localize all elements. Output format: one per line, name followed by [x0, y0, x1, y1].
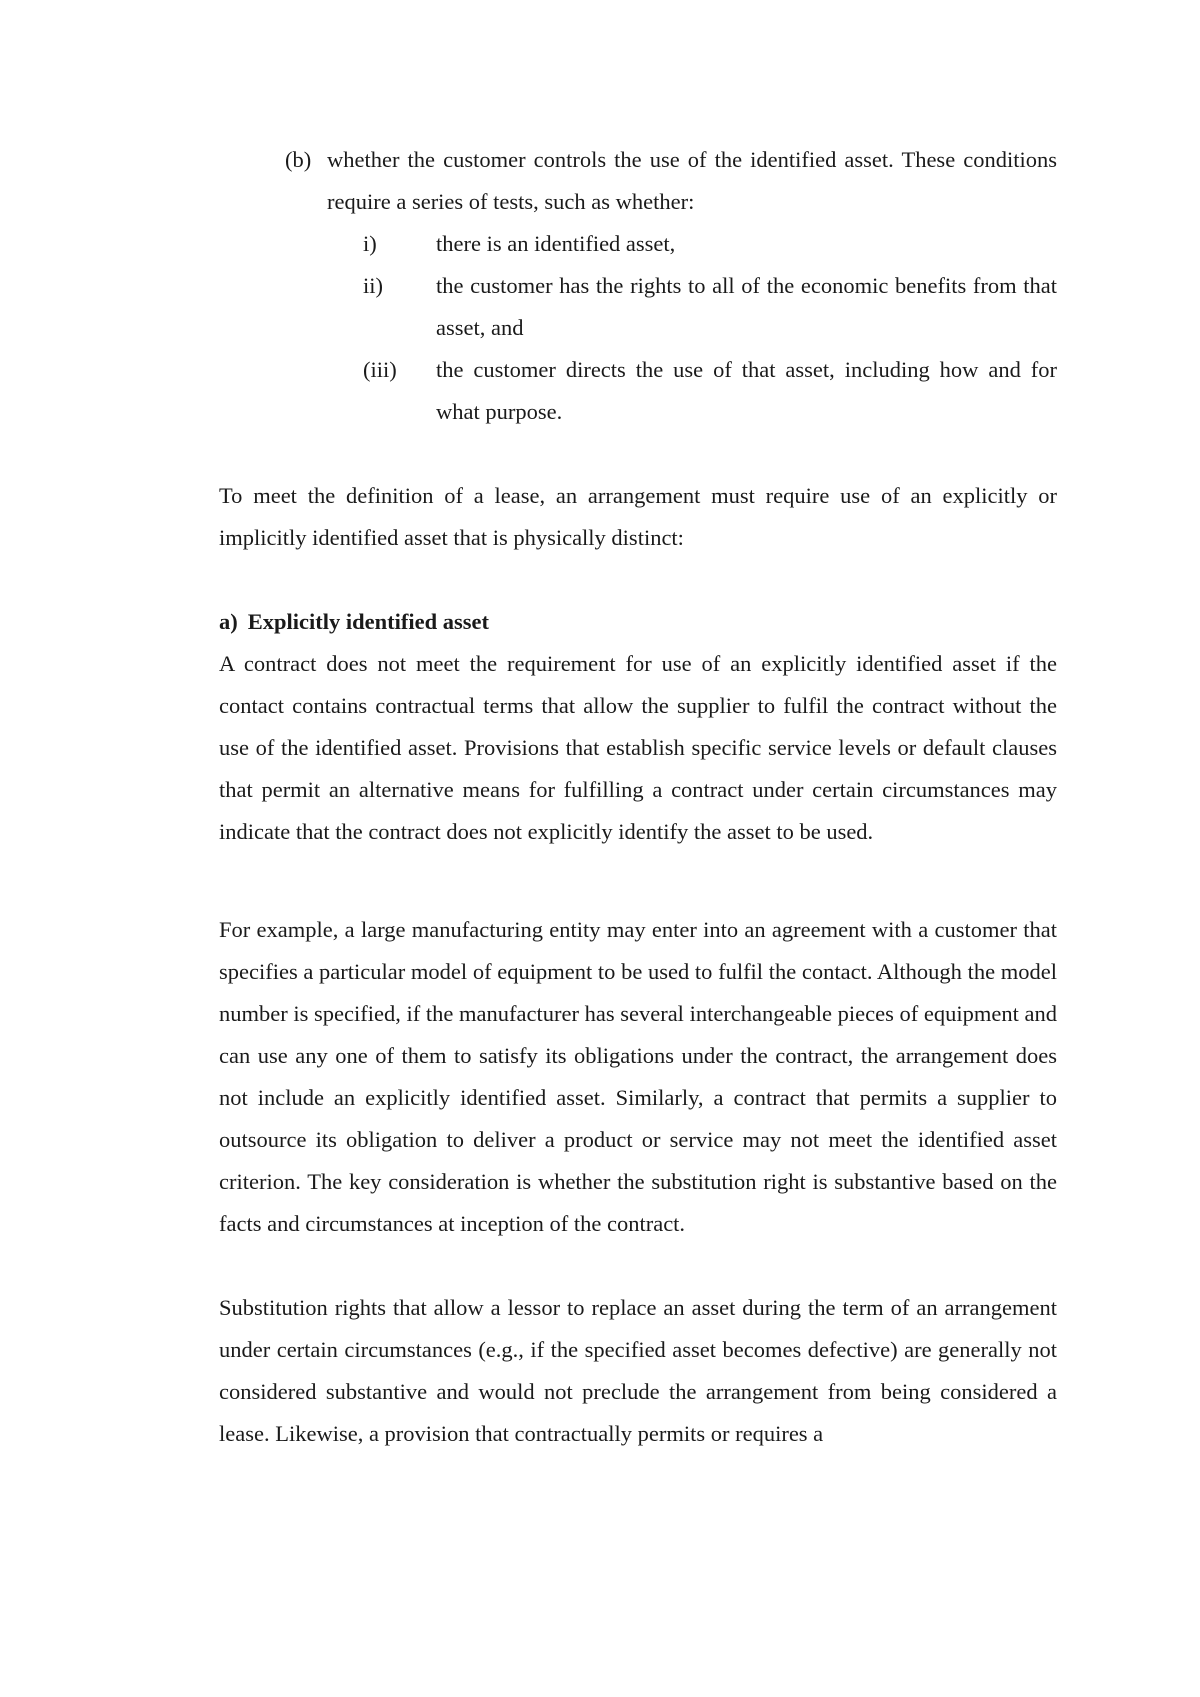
document-page	[219, 139, 1057, 1455]
paragraph-explicit: A contract does not meet the requirement for use of an explicitly identified asset if the contact contains contractual terms that allow the supplier to fulfil the contract without the use of the identified asset. Provisions that establish specific service levels or default clauses that permit an alternative means for fulfilling a contract under certain circumstances may indicate that the contract does not explicitly identify the asset to be used.	[219, 651, 1057, 844]
list-item-text: whether the customer controls the use of the identified asset. These conditions require a series of tests, such as whether:	[327, 147, 1057, 214]
section-heading	[219, 601, 1057, 643]
sub-list-item	[219, 223, 1057, 265]
paragraph-substitution: Substitution rights that allow a lessor to replace an asset during the term of an arrangement under certain circumstances (e.g., if the specified asset becomes defective) are generally not considered substantive and would not preclude the arrangement from being considered a lease. Likewise, a provision that contractually permits or requires a	[219, 1295, 1057, 1446]
paragraph-definition: To meet the definition of a lease, an arrangement must require use of an explicitly or implicitly identified asset that is physically distinct:	[219, 483, 1057, 550]
spacer	[219, 853, 1057, 909]
spacer	[219, 1245, 1057, 1287]
paragraph-example: For example, a large manufacturing entity may enter into an agreement with a customer that specifies a particular model of equipment to be used to fulfil the contact. Although the model number is specified, if the manufacturer has several interchangeable pieces of equipment and can use any one of them to satisfy its obligations under the contract, the arrangement does not include an explicitly identified asset. Similarly, a contract that permits a supplier to outsource its obligation to deliver a product or service may not meet the identified asset criterion. The key consideration is whether the substitution right is substantive based on the facts and circumstances at inception of the contract.	[219, 917, 1057, 1236]
spacer	[219, 559, 1057, 601]
spacer	[219, 433, 1057, 475]
section-title: Explicitly identified asset	[247, 609, 489, 634]
sub-list-text: the customer has the rights to all of the economic benefits from that asset, and	[436, 273, 1057, 340]
sub-list-item	[219, 265, 1057, 349]
list-label: (b)	[285, 147, 312, 172]
sub-list-label: (iii)	[363, 357, 397, 382]
sub-list-text: there is an identified asset,	[436, 231, 676, 256]
sub-list	[219, 223, 1057, 433]
sub-list-label: i)	[363, 231, 377, 256]
list-item-b	[215, 139, 1057, 223]
sub-list-text: the customer directs the use of that asset, including how and for what purpose.	[436, 357, 1057, 424]
sub-list-item	[219, 349, 1057, 433]
section-label: a)	[219, 609, 238, 634]
sub-list-label: ii)	[363, 273, 383, 298]
